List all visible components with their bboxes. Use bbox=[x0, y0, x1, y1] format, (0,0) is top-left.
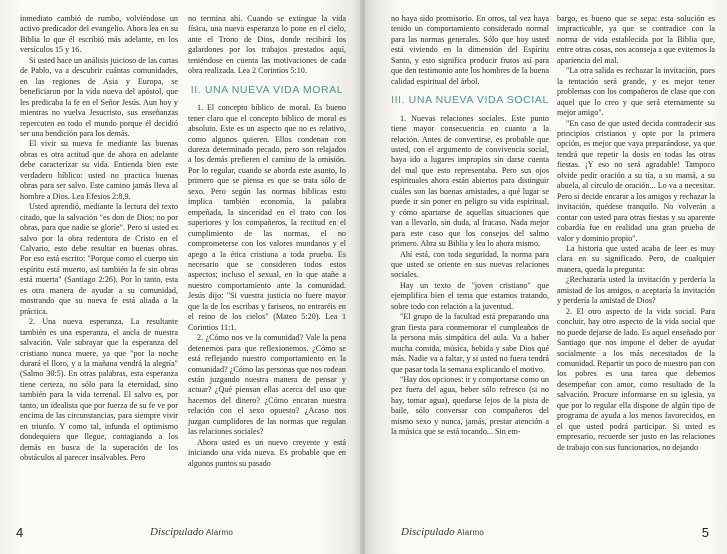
footer-author: Alarmo bbox=[206, 528, 234, 537]
section-heading-ii: II. UNA NUEVA VIDA MORAL bbox=[190, 83, 344, 96]
paragraph: "El grupo de la facultad está preparando una gran fiesta para conmemorar el cumpleaños de la persona más simpática del aula. Va a haber mucha comida, música, bebida y sabe Dios qué más. Nadie va a faltar, y si usted no fuera tendrá que pasar toda la semana explicando el motivo. bbox=[391, 312, 549, 374]
paragraph: 1. Nuevas relaciones sociales. Este punto tiene mayor consecuencia en cuanto a la relación. Antes de convertirse, es probable que usted, con el argumento de convivencia social, haya ido a lugares impropios sin darse cuenta del mal que esto representaba. Pero sus ojos espirituales ahora están abiertos para distinguir cuáles son las buenas amistades, a qué lugar se puede ir sin poner en peligro su vida espiritual, y cómo apartarse de aquellas situaciones que van a llevarlo, sin duda, al fracaso. Nada mejor para este caso que los consejos del salmo primero. Abra su Biblia y lea lo ahora mismo. bbox=[391, 113, 549, 249]
footer-right bbox=[401, 526, 484, 538]
right-page bbox=[365, 0, 727, 554]
left-column-2 bbox=[188, 14, 346, 469]
paragraph: La historia que usted acaba de leer es muy clara en su significado. Pero, de cualquier manera, queda la pregunta: bbox=[557, 243, 715, 274]
paragraph: "En caso de que usted decida contradecir sus principios cristianos y opte por la primera opción, es mejor que vaya preparándose, ya que tendrá que repetir la dosis en todas las otras fiestas. ¡Y eso no será agradable! Tampoco olvide pedir oración a su tía, a su mamá, a su abuela, al círculo de oración... Lo va a necesitar. Pero si decide encarar a los amigos y rechazar la invitación, quédese tranquilo. No volverán a contar con usted para otras fiestas y su aparente cobardía fue en realidad una gran prueba de valor y dominio propio". bbox=[557, 118, 715, 243]
right-column-1 bbox=[391, 14, 549, 438]
paragraph: Ahí está, con toda seguridad, la norma para que usted se oriente en sus nuevas relaciones sociales. bbox=[391, 249, 549, 280]
left-page bbox=[0, 0, 362, 554]
right-column-2 bbox=[557, 14, 715, 453]
paragraph: 2. ¿Cómo nos ve la comunidad? Vale la pena detenernos para que reflexionemos. ¿Cómo se está reflejando nuestro comportamiento en la comunidad? ¿Cómo las personas que nos rodean están juzgando nuestra manera de pensar y actuar? ¿Qué piensan ellas acerca del uso que hacemos del dinero? ¿Cómo encaran nuestra relación con el sexo opuesto? ¿Acaso nos juzgan cumplidores de las normas que regulan las relaciones sociales? bbox=[188, 333, 346, 437]
left-column-1 bbox=[20, 14, 178, 463]
paragraph: no haya sido promisorio. En otros, tal vez haya tenido un comportamiento considerado normal para las normas generales. Sólo que hoy usted está viviendo en la dimensión del Espíritu Santo, y esto significa producir frutos así para que den testimonio ante los hombres de la buena calidad espiritual del árbol. bbox=[391, 14, 549, 86]
paragraph: El vivir su nueva fe mediante las buenas obras es otra actitud que de ahora en adelante debe caracterizar su vida. Entienda bien este verdadero bíblico: usted no practica buenas obras para ser salvo. Este camino jamás lleva al hombre a Dios. Lea Efesios 2:8,9. bbox=[20, 139, 178, 201]
paragraph: bargo, es bueno que se sepa: esta solución es impracticable, ya que se contradice con la norma de vida establecida por la Biblia que, entre otras cosas, nos aconseja a que evitemos la apariencia del mal. bbox=[557, 14, 715, 65]
paragraph: 2. El otro aspecto de la vida social. Para concluir, hay otro aspecto de la vida social que no puede dejarse de lado. Es aquel enseñado por Santiago que nos impone el deber de ayudar socialmente a los más necesitados de la comunidad. Repartir un poco de nuestro pan con los pobres es una tarea que debemos desempeñar con amor, como resultado de la salvación. Procure informarse en su iglesia, ya que por lo regular ella dispone de algún tipo de programa de ayuda a los menos favorecidos, en el que usted podrá participar. Si usted es empresario, recuerde ser justo en las relaciones de trabajo con sus funcionarios, no dejando bbox=[557, 306, 715, 452]
paragraph: ¿Rechazaría usted la invitación y perdería la amistad de los amigos, o aceptaría la invitación y perdería la amistad de Dios? bbox=[557, 275, 715, 306]
paragraph: 2. Una nueva esperanza. La resultante también es una esperanza, el ancla de nuestra salvación. Vale subrayar que la esperanza del cristiano nunca muere, ya que "por la noche durará el lloro, y a la mañana vendrá la alegría" (Salmo 30:5). En otras palabras, esta esperanza tiene certeza, no sólo para la eternidad, sino también para la vida terrenal. El salvo es, por tanto, un idealista que por fuerza de su fe ve por encima de las circunstancias, para siempre vivir en triunfo. Y como tal, infunda el optimismo dondequiera que llegue, contagiando a los demás en busca de la superación de los obstáculos al parecer insalvables. Pero bbox=[20, 317, 178, 463]
paragraph: Hay un texto de "joven cristiano" que ejemplifica bien el tema que estamos tratando, sobre todo con relación a la juventud. bbox=[391, 280, 549, 311]
paragraph: Usted aprendió, mediante la lectura del texto citado, que la salvación "es don de Dios; no por obras, para que nadie se gloríe". Pero si usted es salvo por la obra redentora de Cristo en el Calvario, esto debe resultar en buenas obras. Por eso está escrito: "Porque como el cuerpo sin espíritu está muerto, así también la fe sin obras está muerta" (Santiago 2:26). Por lo tanto, esta es otra manera de ayudar a su comunidad, mostrando que su nueva fe está aliada a la práctica. bbox=[20, 202, 178, 316]
footer-left bbox=[150, 526, 233, 538]
footer-brand: Discipulado bbox=[150, 526, 204, 538]
paragraph: 1. El concepto bíblico de moral. Es bueno tener claro que el concepto bíblico de moral es absoluto. Este es un aspecto que no es relativo, como algunos quieren. Ellos condenan con dureza determinado pecado, pero son relajados a los demás prefieren el camino de la omisión. Por lo regular, cuando se aborda este asunto, lo primero que se piensa es que se trata sólo de sexo. Pero según las normas bíblicas esto implica también economía, la palabra empeñada, la sinceridad en el trato con los superiores y los compañeros, la rectitud en el cumplimiento de las normas, el no comprometerse con los valores mundanos y el apego a la ética cristiana a toda prueba. Es necesario que se consideren todos estos aspectos; incluso el sexual, en lo que atañe a nuestro comportamiento ante la comunidad. Jesús dijo: "Si vuestra justicia no fuere mayor que la de los escribas y fariseos, no entraréis en el reino de los cielos" (Mateo 5:20). Lea 1 Corintios 11:1. bbox=[188, 103, 346, 332]
footer-brand: Discipulado bbox=[401, 526, 455, 538]
paragraph: "La otra salida es rechazar la invitación, pues la tentación será grande, y es mejor tener problemas con los compañeros de clase que con aquel que lo creo y que será eternamente su mejor amigo". bbox=[557, 66, 715, 118]
page-number-left: 4 bbox=[16, 525, 24, 540]
paragraph: Si usted hace un análisis juicioso de las cartas de Pablo, va a descubrir cuántas comunidades, en las regiones de Asia y Europa, se beneficiaron por la vida nueva del apóstol, que les predicaba la fe en el Señor Jesús. Aun hoy y mientras no vuelva Jesucristo, sus enseñanzas repercuten en todo el mundo porque él decidió ser una bendición para los demás. bbox=[20, 55, 178, 138]
footer-author: Alarmo bbox=[457, 528, 485, 537]
paragraph: no termina ahí. Cuando se extingue la vida física, una nueva esperanza lo pone en el cielo, ante el Trono de Dios, donde recibirá los galardones por los trabajos prestados aquí, teniéndose en cuenta las motivaciones de cada obra realizada. Lea 2 Corintios 5:10. bbox=[188, 14, 346, 76]
paragraph: "Hay dos opciones: ir y comportarse como un pez fuera del agua, beber sólo refresco (si no hay, tomar agua), quedarse lejos de la pista de baile, sólo conversar con compañeros del mismo sexo y nunca, jamás, prestar atención a la música que se está tocando... Sin em- bbox=[391, 375, 549, 437]
section-heading-iii: III. UNA NUEVA VIDA SOCIAL bbox=[391, 94, 549, 107]
paragraph: Ahora usted es un nuevo creyente y está iniciando una vida nueva. Es probable que en algunos puntos su pasado bbox=[188, 437, 346, 468]
paragraph: inmediato cambió de rumbo, volviéndose un activo predicador del evangelio. Ahora lea en su Biblia lo que él escribió más adelante, en los versículos 15 y 16. bbox=[20, 14, 178, 55]
page-number-right: 5 bbox=[701, 525, 709, 540]
